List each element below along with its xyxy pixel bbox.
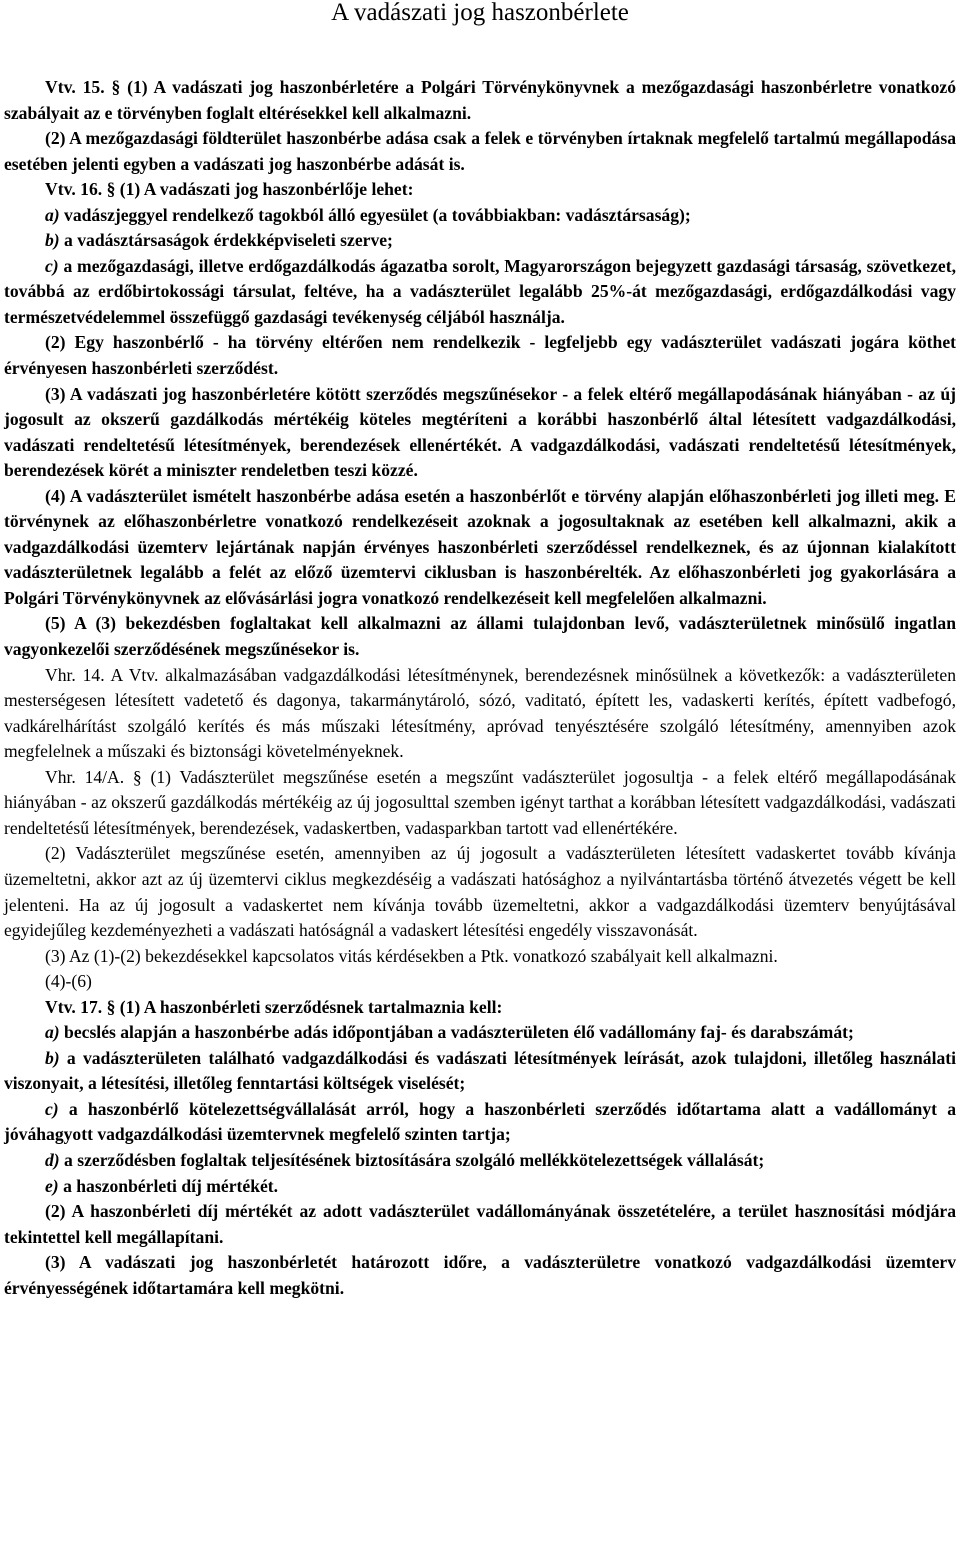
paragraph-p15 bbox=[4, 969, 956, 995]
paragraph-text: a vadásztársaságok érdekképviseleti szerve; bbox=[59, 230, 393, 251]
paragraph-text: (2) Vadászterület megszűnése esetén, amennyiben az új jogosult a vadászterületen létesített vadaskertet tovább kívánja üzemeltetni, akkor azt az új üzemtervi ciklus megkezdéséig a vadászati hatósághoz a nyilvántartásba történő átvezetés végett be kell jelenteni. Ha az új jogosult a vadaskertet nem kívánja tovább üzemeltetni, akkor a vadgazdálkodási üzemterv benyújtásával egyidejűleg kezdeményezheti a vadászati hatóságnál a vadaskert létesítési engedély visszavonását. bbox=[4, 843, 956, 941]
paragraph-p7 bbox=[4, 330, 956, 381]
paragraph-text: vadászjeggyel rendelkező tagokból álló egyesület (a továbbiakban: vadásztársaság); bbox=[59, 204, 691, 225]
paragraph-p11 bbox=[4, 663, 956, 765]
paragraph-p6 bbox=[4, 254, 956, 331]
paragraph-p13 bbox=[4, 841, 956, 943]
paragraph-text: a szerződésben foglaltak teljesítésének biztosítására szolgáló mellékkötelezettségek vállalását; bbox=[59, 1149, 765, 1170]
list-label: e) bbox=[45, 1175, 59, 1196]
paragraph-p10 bbox=[4, 611, 956, 662]
paragraph-text: Vhr. 14/A. § (1) Vadászterület megszűnése esetén a megszűnt vadászterület jogosultja - a felek eltérő megállapodásának hiányában - az okszerű gazdálkodás mértékéig az új jogosulttal szemben igényt tarthat a korábban létesített vadgazdálkodási, vadászati rendeltetésű létesítmények, berendezések, vadaskertben, vadasparkban tartott vad ellenértékére. bbox=[4, 766, 956, 838]
paragraph-p17 bbox=[4, 1020, 956, 1046]
paragraph-text: a haszonbérleti díj mértékét. bbox=[58, 1175, 279, 1196]
paragraph-p2 bbox=[4, 126, 956, 177]
paragraph-text: (4) A vadászterület ismételt haszonbérbe adása esetén a haszonbérlőt e törvény alapján előhaszonbérleti jog illeti meg. E törvénynek az előhaszonbérletre vonatkozó rendelkezéseit azoknak a jogosultaknak az esetében kell alkalmazni, akik a vadgazdálkodási üzemterv lejártának napján érvényes haszonbérleti szerződéssel rendelkeznek, és az újonnan kialakított vadászterületnek legalább a felét az előző üzemtervi ciklusban is haszonbérelték. Az előhaszonbérleti jog gyakorlására a Polgári Törvénykönyvnek az elővásárlási jogra vonatkozó rendelkezéseit kell megfelelően alkalmazni. bbox=[4, 485, 956, 608]
paragraph-p20 bbox=[4, 1148, 956, 1174]
paragraph-text: becslés alapján a haszonbérbe adás időpontjában a vadászterületen élő vadállomány faj- és darabszámát; bbox=[59, 1022, 854, 1043]
paragraph-text: (2) A haszonbérleti díj mértékét az adott vadászterület vadállományának összetételére, a terület hasznosítási módjára tekintettel kell megállapítani. bbox=[4, 1201, 956, 1247]
list-label: a) bbox=[45, 1022, 60, 1043]
paragraph-p18 bbox=[4, 1046, 956, 1097]
paragraph-p12 bbox=[4, 765, 956, 842]
paragraph-text: (4)-(6) bbox=[45, 971, 92, 992]
list-label: c) bbox=[45, 255, 59, 276]
paragraph-p4 bbox=[4, 203, 956, 229]
paragraph-text: (5) A (3) bekezdésben foglaltakat kell alkalmazni az állami tulajdonban levő, vadászterületnek minősülő ingatlan vagyonkezelői szerződésének megszűnésekor is. bbox=[4, 613, 956, 660]
paragraph-text: a mezőgazdasági, illetve erdőgazdálkodás ágazatba sorolt, Magyarországon bejegyzett gazdasági társaság, szövetkezet, továbbá az erdőbirtokossági társulat, feltéve, ha a vadászterület legalább 25%-át mezőgazdasági, erdőgazdálkodási vagy természetvédelemmel összefüggő gazdasági tevékenység céljából használja. bbox=[4, 255, 956, 327]
list-label: b) bbox=[45, 1047, 60, 1068]
paragraph-p9 bbox=[4, 484, 956, 612]
paragraph-p14 bbox=[4, 944, 956, 970]
paragraph-p8 bbox=[4, 382, 956, 484]
list-label: d) bbox=[45, 1149, 60, 1170]
document-body bbox=[4, 75, 956, 1301]
document-title: A vadászati jog haszonbérlete bbox=[331, 0, 629, 26]
paragraph-text: Vtv. 16. § (1) A vadászati jog haszonbérlője lehet: bbox=[45, 179, 414, 200]
paragraph-text: (3) Az (1)-(2) bekezdésekkel kapcsolatos vitás kérdésekben a Ptk. vonatkozó szabályait kell alkalmazni. bbox=[45, 945, 778, 966]
paragraph-text: (3) A vadászati jog haszonbérletére kötött szerződés megszűnésekor - a felek eltérő megállapodásának hiányában - az új jogosult az okszerű gazdálkodás mértékéig köteles megtéríteni a korábbi haszonbérlő által létesített vadgazdálkodási, vadászati rendeltetésű létesítmények, berendezések ellenértékét. A vadgazdálkodási, vadászati rendeltetésű létesítmények, berendezések körét a miniszter rendeletben teszi közzé. bbox=[4, 383, 956, 481]
paragraph-text: Vhr. 14. A Vtv. alkalmazásában vadgazdálkodási létesítménynek, berendezésnek minősülnek a következők: a vadászterületen mesterségesen létesített vadetető és dagonya, takarmánytároló, sózó, vaditató, épített les, vadaskerti kerítés, épített vadbefogó, vadkárelhárítást szolgáló kerítés és más műszaki létesítmény, apróvad tenyésztésére szolgáló létesítmény, amennyiben azok megfelelnek a műszaki és biztonsági követelményeknek. bbox=[4, 664, 956, 762]
paragraph-p5 bbox=[4, 228, 956, 254]
paragraph-p16 bbox=[4, 995, 956, 1021]
paragraph-text: (2) A mezőgazdasági földterület haszonbérbe adása csak a felek e törvényben írtaknak megfelelő tartalmú megállapodása esetében jelenti egyben a vadászati jog haszonbérbe adását is. bbox=[4, 128, 956, 174]
paragraph-p3 bbox=[4, 177, 956, 203]
list-label: b) bbox=[45, 230, 60, 251]
paragraph-text: Vtv. 17. § (1) A haszonbérleti szerződésnek tartalmaznia kell: bbox=[45, 996, 503, 1017]
paragraph-p1 bbox=[4, 75, 956, 126]
paragraph-p21 bbox=[4, 1174, 956, 1200]
list-label: a) bbox=[45, 204, 60, 225]
paragraph-text: a vadászterületen található vadgazdálkodási és vadászati létesítmények leírását, azok tulajdoni, illetőleg használati viszonyait, a létesítési, illetőleg fenntartási költségek viselését; bbox=[4, 1047, 956, 1094]
paragraph-p19 bbox=[4, 1097, 956, 1148]
title-spacer bbox=[4, 44, 956, 75]
paragraph-p22 bbox=[4, 1199, 956, 1250]
paragraph-text: (3) A vadászati jog haszonbérletét határozott időre, a vadászterületre vonatkozó vadgazdálkodási üzemterv érvényességének időtartamára kell megkötni. bbox=[4, 1252, 956, 1298]
paragraph-text: a haszonbérlő kötelezettségvállalását arról, hogy a haszonbérleti szerződés időtartama alatt a vadállományt a jóváhagyott vadgazdálkodási üzemtervnek megfelelő szinten tartja; bbox=[4, 1098, 956, 1145]
list-label: c) bbox=[45, 1098, 59, 1119]
paragraph-text: Vtv. 15. § (1) A vadászati jog haszonbérletére a Polgári Törvénykönyvnek a mezőgazdasági haszonbérletre vonatkozó szabályait az e törvényben foglalt eltérésekkel kell alkalmazni. bbox=[4, 77, 956, 123]
paragraph-p23 bbox=[4, 1250, 956, 1301]
paragraph-text: (2) Egy haszonbérlő - ha törvény eltérően nem rendelkezik - legfeljebb egy vadászterület vadászati jogára köthet érvényesen haszonbérleti szerződést. bbox=[4, 332, 956, 379]
